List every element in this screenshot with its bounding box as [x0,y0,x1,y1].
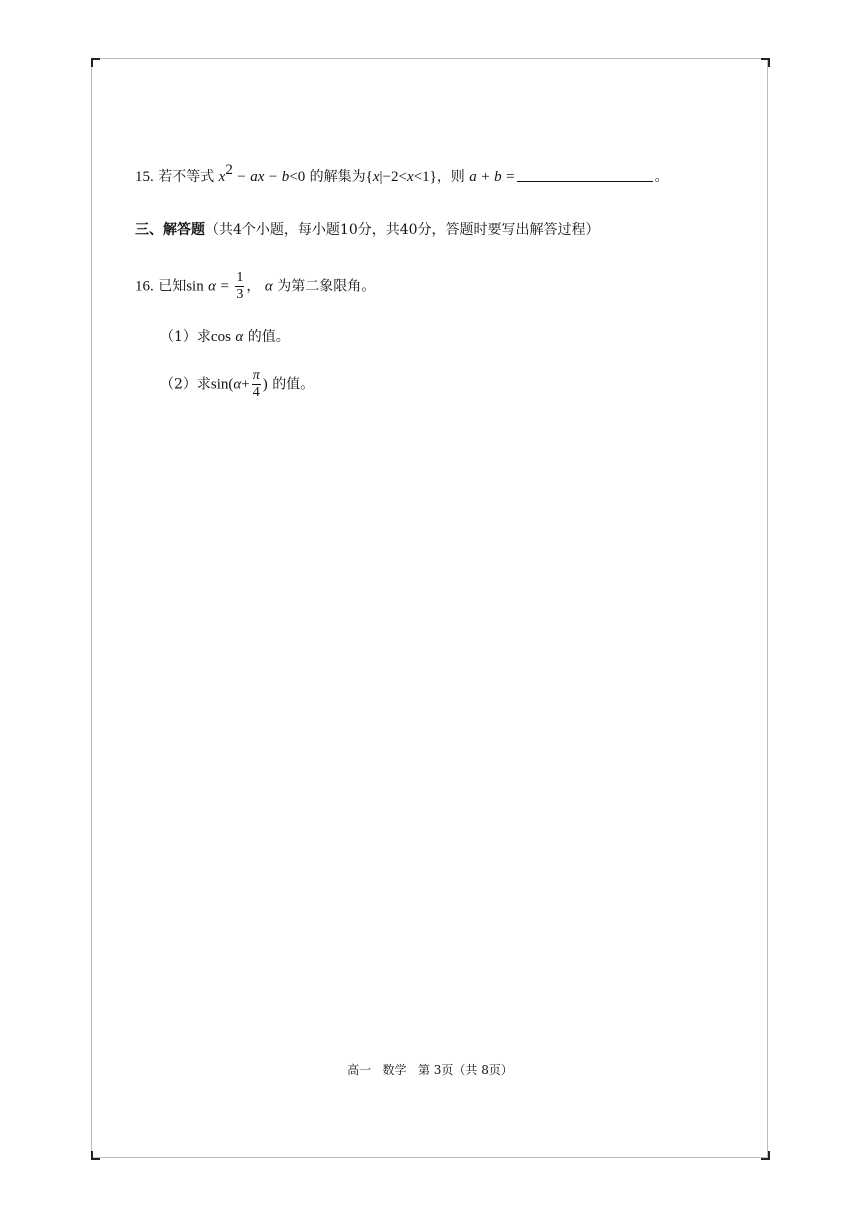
sin-function: sin( [210,376,234,393]
fraction-numerator: π [252,368,260,383]
corner-mark-bottom-right [761,1151,770,1160]
q15-intro: 若不等式 [158,169,215,185]
plus-sign: + [481,169,490,185]
set-open-brace: { [365,169,373,185]
section-title: 三、解答题 [135,222,205,238]
question-number: 16. [135,278,154,295]
question-16-part-1 [160,330,290,345]
cos-function: cos [210,329,231,345]
var-alpha: α [264,278,273,295]
question-15 [135,163,669,185]
equals-sign: = [220,278,229,295]
var-b: b [281,169,290,185]
corner-mark-top-left [91,58,100,67]
fraction-denominator: 4 [252,385,260,400]
fraction-numerator: 1 [236,270,244,285]
var-b: b [494,169,502,185]
page-footer: 高一 数学 第 3页（共 8页） [347,1063,513,1077]
minus-sign: − [237,169,246,185]
set-condition: |−2< [379,169,407,185]
set-var-x: x [372,169,380,185]
less-than-zero: <0 [289,169,306,185]
q16-quadrant-text: 为第二象限角。 [277,278,376,295]
part-tail: 的值。 [247,329,290,345]
var-x: x [218,169,226,185]
var-alpha: α [233,376,242,393]
sin-function: sin [186,278,204,295]
fraction-pi-over-four [252,368,261,401]
section-note: （共4个小题，每小题10分，共40分，答题时要写出解答过程） [205,222,600,238]
question-16-part-2 [160,368,314,401]
comma: ， [246,278,261,295]
part-label: （2）求 [160,376,211,393]
fraction-denominator: 3 [236,287,244,302]
part-label: （1）求 [160,329,211,345]
question-16 [135,270,375,303]
q15-then: ，则 [436,169,465,185]
var-alpha: α [235,329,244,345]
q15-solution-set-text: 的解集为 [309,169,366,185]
part-tail: 的值。 [272,376,315,393]
period: 。 [654,169,669,185]
set-close: <1} [413,169,437,185]
set-var-x2: x [406,169,414,185]
var-alpha: α [208,278,217,295]
corner-mark-bottom-left [91,1151,100,1160]
equals-sign: = [506,169,515,185]
question-number: 15. [135,169,154,185]
answer-blank[interactable] [517,169,653,182]
section-heading [135,223,600,237]
close-paren: ) [262,376,268,393]
fraction-one-third [235,270,244,303]
var-a: a [469,169,477,185]
q16-known: 已知 [158,278,187,295]
corner-mark-top-right [761,58,770,67]
minus-sign: − [268,169,278,185]
exponent: 2 [225,162,233,178]
plus-sign: + [241,376,250,393]
term-ax: ax [250,169,265,185]
